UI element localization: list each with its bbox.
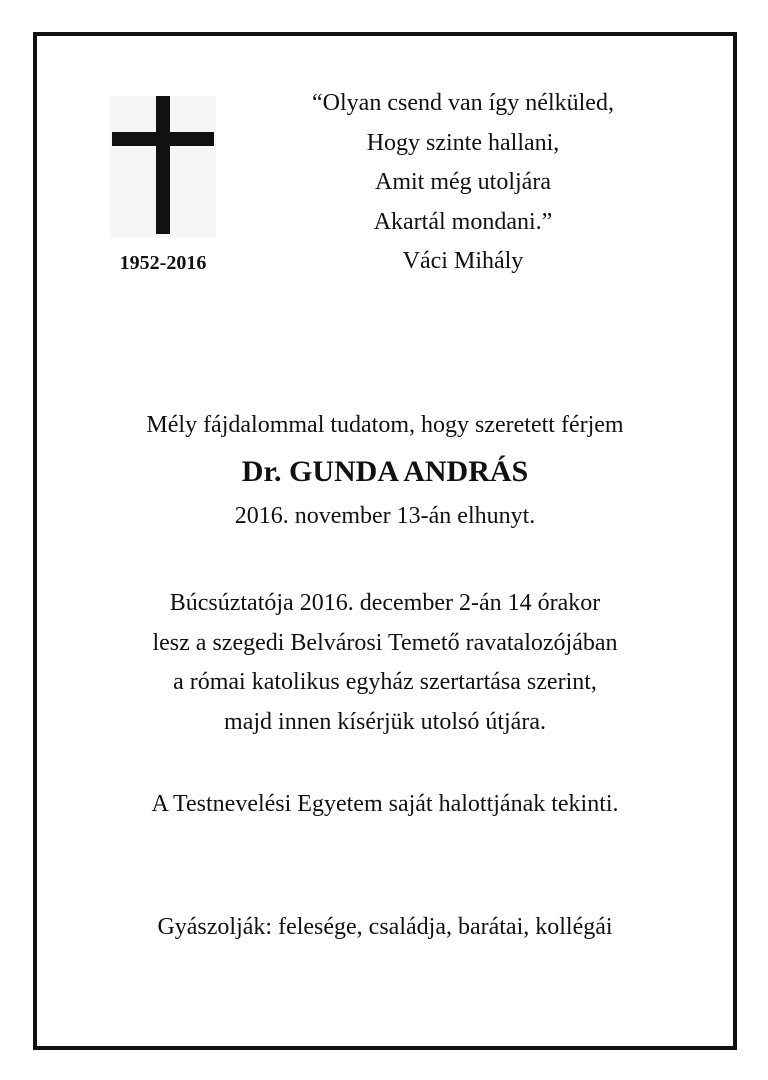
ceremony-line: majd innen kísérjük utolsó útjára. <box>224 708 546 735</box>
poem-line: Akartál mondani.” <box>373 208 553 235</box>
mourners-line: Gyászolják: felesége, családja, barátai, kollégái <box>157 914 613 940</box>
poem-line: “Olyan csend van így nélküled, <box>312 90 614 116</box>
death-date: 2016. november 13-án elhunyt. <box>234 503 536 529</box>
ceremony-line: Búcsúztatója 2016. december 2-án 14 órakor <box>169 590 601 616</box>
life-years: 1952-2016 <box>119 252 207 274</box>
poem-quote <box>268 84 658 282</box>
ceremony-details <box>37 584 733 742</box>
announcement-intro: Mély fájdalommal tudatom, hogy szeretett férjem <box>146 412 624 438</box>
poem-line: Amit még utoljára <box>375 169 551 195</box>
poem-author: Váci Mihály <box>402 248 524 274</box>
ceremony-line: a római katolikus egyház szertartása szerint, <box>173 669 597 695</box>
cross-icon <box>110 96 216 238</box>
university-note: A Testnevelési Egyetem saját halottjának tekinti. <box>151 791 619 817</box>
deceased-name: Dr. GUNDA ANDRÁS <box>241 455 529 488</box>
ceremony-line: lesz a szegedi Belvárosi Temető ravatalozójában <box>152 629 618 656</box>
poem-line: Hogy szinte hallani, <box>366 129 560 156</box>
